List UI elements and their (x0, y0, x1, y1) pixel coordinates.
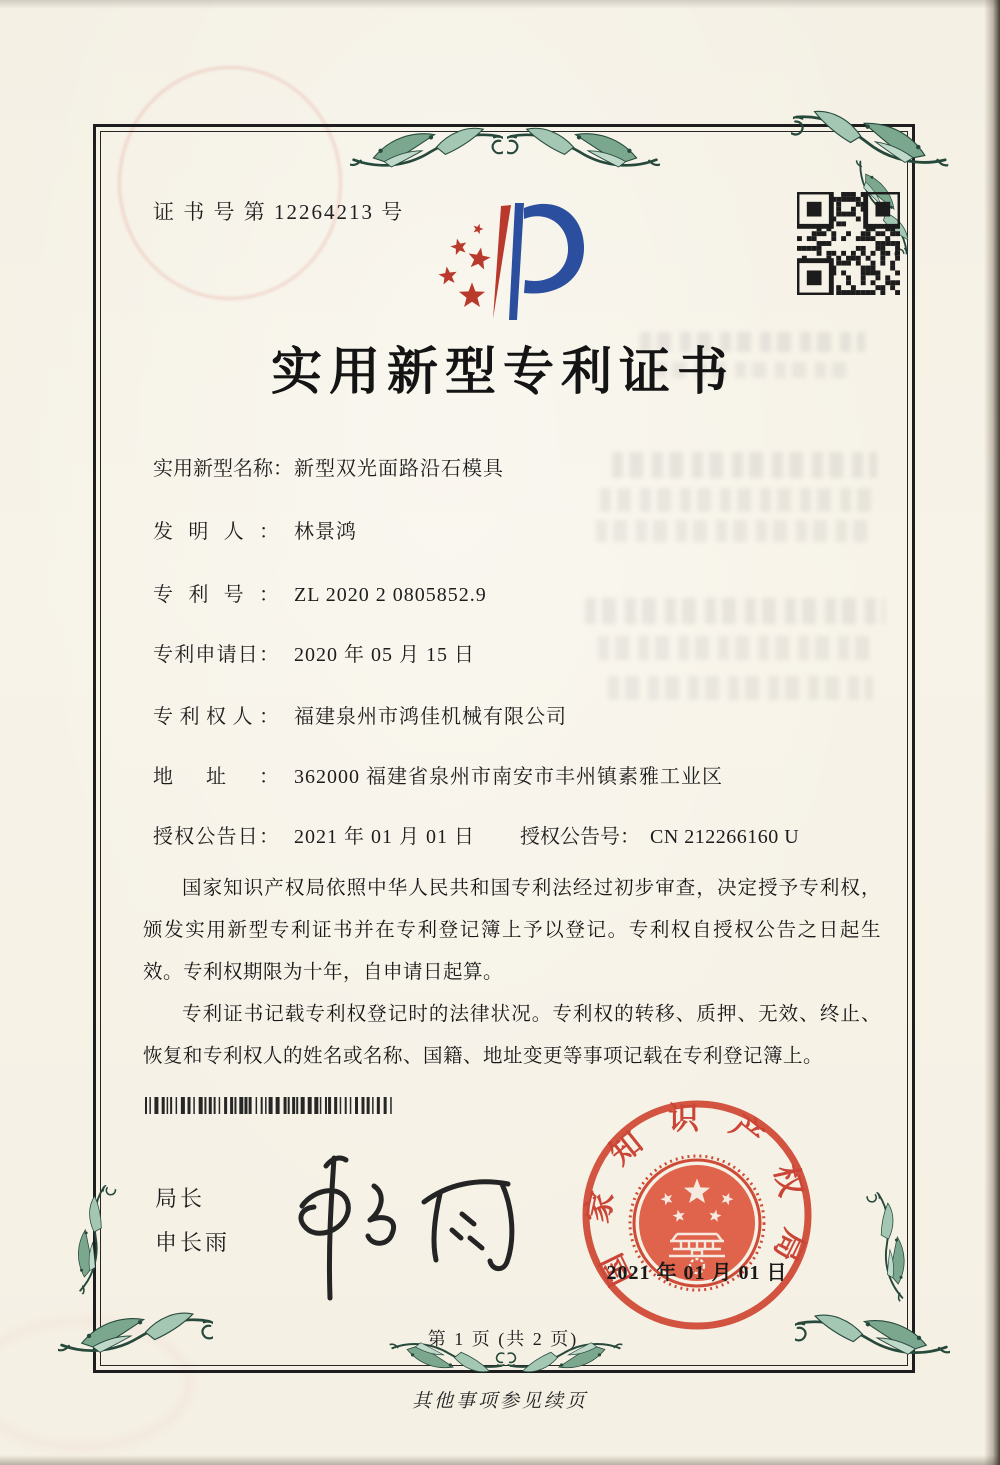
director-name: 申长雨 (155, 1230, 231, 1255)
field-label: 授权公告号： (520, 826, 640, 848)
field-value: CN 212266160 U (650, 826, 800, 848)
field-row-grant-no (520, 820, 799, 849)
field-value: 2021 年 01 月 01 日 (294, 826, 475, 848)
field-value: 林景鸿 (294, 521, 357, 543)
certificate-title: 实用新型专利证书 (270, 345, 735, 401)
field-label: 实用新型名称： (153, 458, 293, 480)
field-label: 发明人： (153, 521, 279, 543)
border-flourish-top-center-left (348, 104, 505, 176)
page-number: 第 1 页 (共 2 页) (427, 1329, 579, 1349)
seal-text: 国家知识产权局 (579, 1100, 815, 1292)
field-label: 授权公告日： (153, 826, 279, 848)
field-row-name (153, 452, 504, 481)
field-value: 新型双光面路沿石模具 (294, 458, 504, 480)
field-row-inventor (153, 515, 357, 544)
cnipa-logo-icon (418, 186, 606, 336)
barcode-icon (145, 1097, 397, 1114)
legal-text (143, 868, 881, 1079)
field-row-patent-no (153, 578, 487, 607)
director-signature-icon (262, 1128, 552, 1306)
continuation-note: 其他事项参见续页 (411, 1391, 588, 1412)
field-value: ZL 2020 2 0805852.9 (294, 584, 487, 606)
field-value: 362000 福建省泉州市南安市丰州镇素雅工业区 (294, 766, 723, 788)
logo-blue-p (509, 203, 584, 320)
photo-edge-shadow-bottom (0, 1455, 1000, 1465)
director-title: 局长 (155, 1186, 206, 1211)
logo-stars (438, 222, 492, 307)
field-label: 专利申请日： (153, 644, 279, 666)
legal-paragraph-2: 专利证书记载专利权登记时的法律状况。专利权的转移、质押、无效、终止、恢复和专利权人的姓名或名称、国籍、地址变更等事项记载在专利登记簿上。 (143, 1004, 881, 1068)
logo-red-wedge (493, 205, 511, 319)
field-row-grant-date (153, 820, 475, 849)
certificate-number: 证 书 号 第 12264213 号 (153, 200, 405, 224)
field-label: 专利权人： (153, 706, 279, 728)
border-flourish-top-center-right (505, 104, 662, 176)
cnipa-red-seal-icon (577, 1095, 817, 1335)
field-row-address (153, 760, 723, 789)
field-value: 福建泉州市鸿佳机械有限公司 (294, 706, 567, 728)
field-label: 专利号： (153, 584, 279, 606)
photo-edge-shadow-top (0, 0, 1000, 9)
qr-code-icon (797, 192, 900, 295)
field-label: 地址： (153, 766, 279, 788)
seal-date: 2021 年 01 月 01 日 (606, 1262, 788, 1284)
field-row-filing-date (153, 638, 475, 667)
legal-paragraph-1: 国家知识产权局依照中华人民共和国专利法经过初步审查，决定授予专利权，颁发实用新型专利证书并在专利登记簿上予以登记。专利权自授权公告之日起生效。专利权期限为十年，自申请日起算。 (143, 878, 881, 984)
photo-edge-shadow-right (984, 0, 1000, 1465)
field-value: 2020 年 05 月 15 日 (294, 644, 475, 666)
field-row-patentee (153, 700, 567, 729)
